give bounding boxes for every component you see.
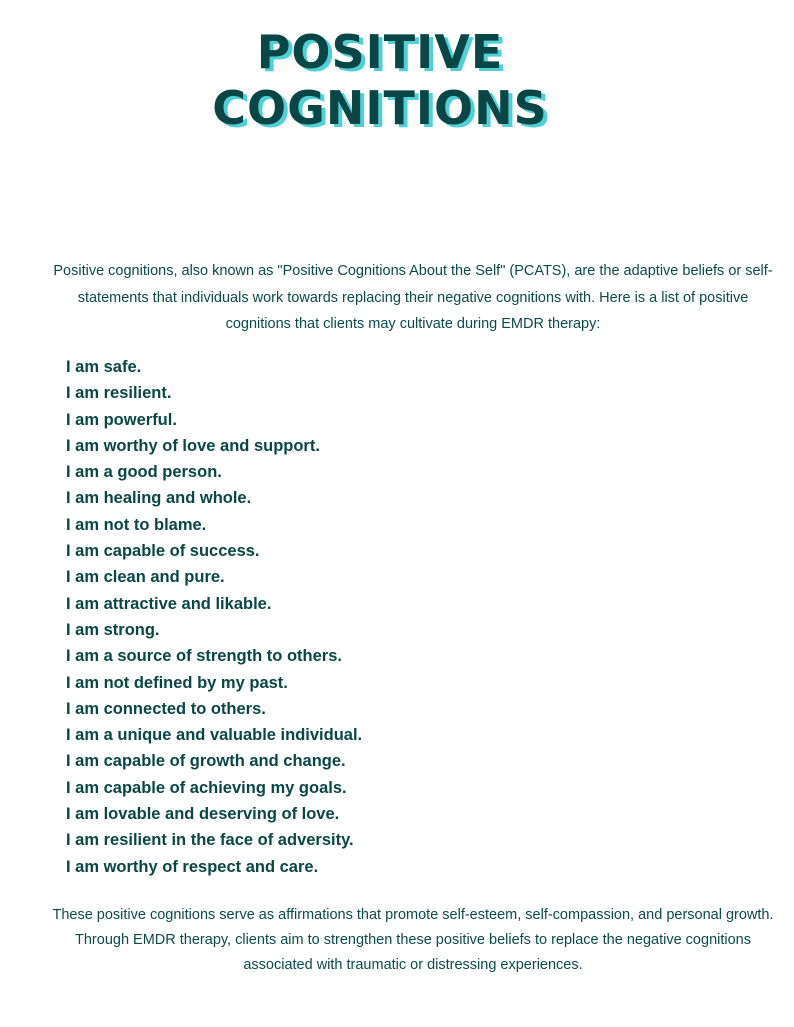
- list-item: I am lovable and deserving of love.: [66, 805, 340, 824]
- list-item: I am a unique and valuable individual.: [66, 726, 363, 745]
- list-item: I am not to blame.: [66, 515, 207, 534]
- list-item: I am resilient.: [66, 384, 172, 403]
- list-item: I am resilient in the face of adversity.: [66, 831, 354, 850]
- list-item: I am a source of strength to others.: [66, 647, 342, 666]
- list-item: I am strong.: [66, 620, 160, 639]
- list-item: I am connected to others.: [66, 699, 266, 718]
- list-item: I am safe.: [66, 358, 142, 376]
- list-item: I am capable of achieving my goals.: [66, 778, 347, 797]
- list-item: I am worthy of love and support.: [66, 436, 320, 455]
- list-item: I am a good person.: [66, 463, 222, 482]
- list-item: I am attractive and likable.: [66, 594, 272, 613]
- affirmations-list: [66, 354, 362, 880]
- list-item: I am powerful.: [66, 410, 177, 429]
- page-title-line-1: POSITIVE: [256, 25, 504, 79]
- list-item: I am worthy of respect and care.: [66, 857, 319, 876]
- list-item: I am capable of success.: [66, 542, 260, 561]
- list-item: I am healing and whole.: [66, 489, 252, 508]
- closing-paragraph: These positive cognitions serve as affirmations that promote self-esteem, self-compassion, and personal growth. Through EMDR therapy, clients aim to strengthen these positive beliefs to replace the negative cognitions associated with traumatic or distressing experiences.: [52, 907, 774, 973]
- page-title-line-2: COGNITIONS: [212, 81, 548, 135]
- page-title: [0, 24, 760, 136]
- list-item: I am clean and pure.: [66, 568, 225, 587]
- intro-paragraph: Positive cognitions, also known as "Positive Cognitions About the Self" (PCATS), are the adaptive beliefs or self-statements that individuals work towards replacing their negative cognitions with. Here is a list of positive cognitions that clients may cultivate during EMDR therapy:: [53, 263, 773, 332]
- list-item: I am not defined by my past.: [66, 673, 288, 692]
- list-item: I am capable of growth and change.: [66, 752, 346, 771]
